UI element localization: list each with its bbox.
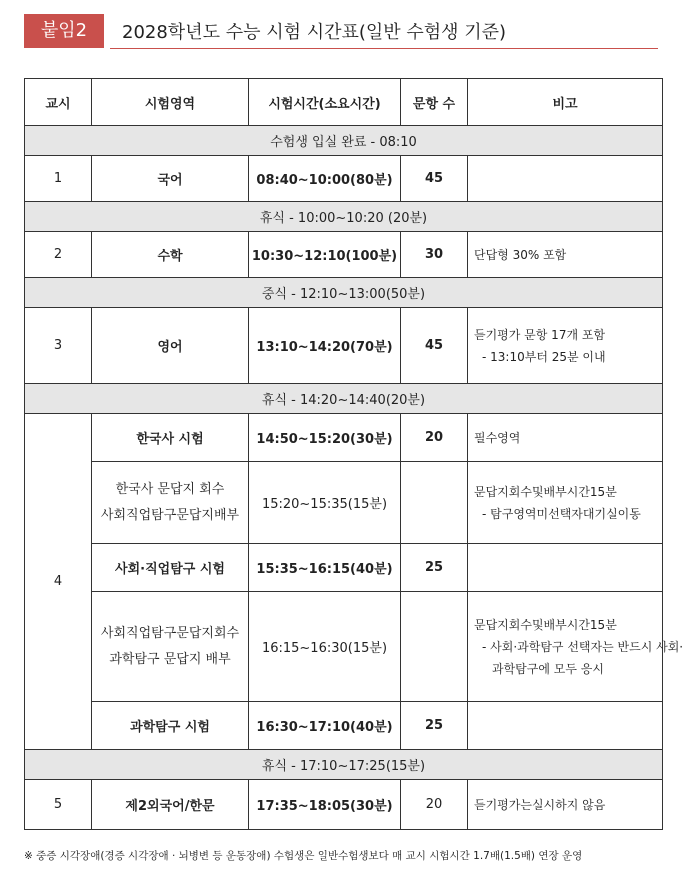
note-cell — [468, 592, 683, 702]
note-line: 듣기평가 문항 17개 포함 — [474, 327, 606, 342]
break-1-row: 휴식 - 10:00~10:20 (20분) — [25, 202, 663, 232]
period-cell: 1 — [25, 156, 92, 202]
table-header-row — [25, 79, 663, 126]
table-row — [25, 780, 663, 830]
subject-cell: 사회·직업탐구 시험 — [92, 544, 249, 592]
note-subline: - 13:10부터 25분 이내 — [482, 349, 606, 364]
break-row — [25, 202, 663, 232]
table-row — [25, 592, 663, 702]
period-cell: 5 — [25, 780, 92, 830]
note-cell — [468, 156, 663, 202]
column-header-count: 문항 수 — [401, 79, 468, 126]
table-row — [25, 544, 663, 592]
count-cell — [401, 592, 468, 702]
time-cell: 08:40~10:00(80분) — [249, 156, 401, 202]
time-cell: 16:30~17:10(40분) — [249, 702, 401, 750]
note-subline: - 탐구영역미선택자대기실이동 — [482, 506, 641, 521]
subject-line: 한국사 문답지 회수 — [115, 481, 225, 497]
note-subline: - 사회·과학탐구 선택자는 반드시 사회· — [482, 639, 683, 654]
break-row — [25, 384, 663, 414]
column-header-time: 시험시간(소요시간) — [249, 79, 401, 126]
note-cell: 듣기평가는실시하지 않음 — [468, 780, 663, 830]
subject-cell: 제2외국어/한문 — [92, 780, 249, 830]
time-cell: 15:20~15:35(15분) — [249, 462, 401, 544]
subject-cell: 과학탐구 시험 — [92, 702, 249, 750]
entry-complete-row: 수험생 입실 완료 - 08:10 — [25, 126, 663, 156]
table-row — [25, 702, 663, 750]
note-line: 문답지회수및배부시간15분 — [474, 484, 617, 499]
break-3-row: 휴식 - 17:10~17:25(15분) — [25, 750, 663, 780]
time-cell: 13:10~14:20(70분) — [249, 308, 401, 384]
column-header-period: 교시 — [25, 79, 92, 126]
page-header — [24, 14, 658, 50]
count-cell: 25 — [401, 702, 468, 750]
count-cell: 45 — [401, 156, 468, 202]
note-cell — [468, 462, 663, 544]
time-cell: 14:50~15:20(30분) — [249, 414, 401, 462]
subject-cell: 영어 — [92, 308, 249, 384]
count-cell: 20 — [401, 780, 468, 830]
attachment-badge: 붙임2 — [24, 14, 104, 48]
subject-cell — [92, 462, 249, 544]
exam-schedule-table — [24, 78, 683, 830]
count-cell: 20 — [401, 414, 468, 462]
page-title: 2028학년도 수능 시험 시간표(일반 수험생 기준) — [122, 22, 507, 43]
count-cell: 30 — [401, 232, 468, 278]
subject-cell — [92, 592, 249, 702]
table-row — [25, 308, 663, 384]
break-2-row: 휴식 - 14:20~14:40(20분) — [25, 384, 663, 414]
note-cell — [468, 544, 663, 592]
period-cell: 2 — [25, 232, 92, 278]
subject-line: 사회직업탐구문답지회수 — [100, 625, 240, 641]
note-subline: 과학탐구에 모두 응시 — [492, 661, 604, 676]
table-row — [25, 414, 663, 462]
title-underline — [110, 48, 658, 49]
subject-line: 사회직업탐구문답지배부 — [100, 507, 240, 523]
subject-line: 과학탐구 문답지 배부 — [109, 651, 231, 667]
period-cell: 3 — [25, 308, 92, 384]
column-header-note: 비고 — [468, 79, 663, 126]
break-row — [25, 126, 663, 156]
table-row — [25, 232, 663, 278]
time-cell: 17:35~18:05(30분) — [249, 780, 401, 830]
subject-cell: 한국사 시험 — [92, 414, 249, 462]
break-row — [25, 750, 663, 780]
note-cell — [468, 308, 663, 384]
note-cell: 단답형 30% 포함 — [468, 232, 663, 278]
count-cell: 45 — [401, 308, 468, 384]
count-cell: 25 — [401, 544, 468, 592]
break-row — [25, 278, 663, 308]
note-cell — [468, 702, 663, 750]
time-cell: 15:35~16:15(40분) — [249, 544, 401, 592]
note-line: 문답지회수및배부시간15분 — [474, 617, 617, 632]
note-cell: 필수영역 — [468, 414, 663, 462]
time-cell: 16:15~16:30(15분) — [249, 592, 401, 702]
footnote: ※ 중증 시각장애(경증 시각장애 · 뇌병변 등 운동장애) 수험생은 일반수험생보다 매 교시 시험시간 1.7배(1.5배) 연장 운영 — [24, 850, 583, 862]
table-row — [25, 462, 663, 544]
table-row — [25, 156, 663, 202]
subject-cell: 국어 — [92, 156, 249, 202]
lunch-row: 중식 - 12:10~13:00(50분) — [25, 278, 663, 308]
column-header-subject: 시험영역 — [92, 79, 249, 126]
subject-cell: 수학 — [92, 232, 249, 278]
period-cell: 4 — [25, 414, 92, 750]
time-cell: 10:30~12:10(100분) — [249, 232, 401, 278]
count-cell — [401, 462, 468, 544]
